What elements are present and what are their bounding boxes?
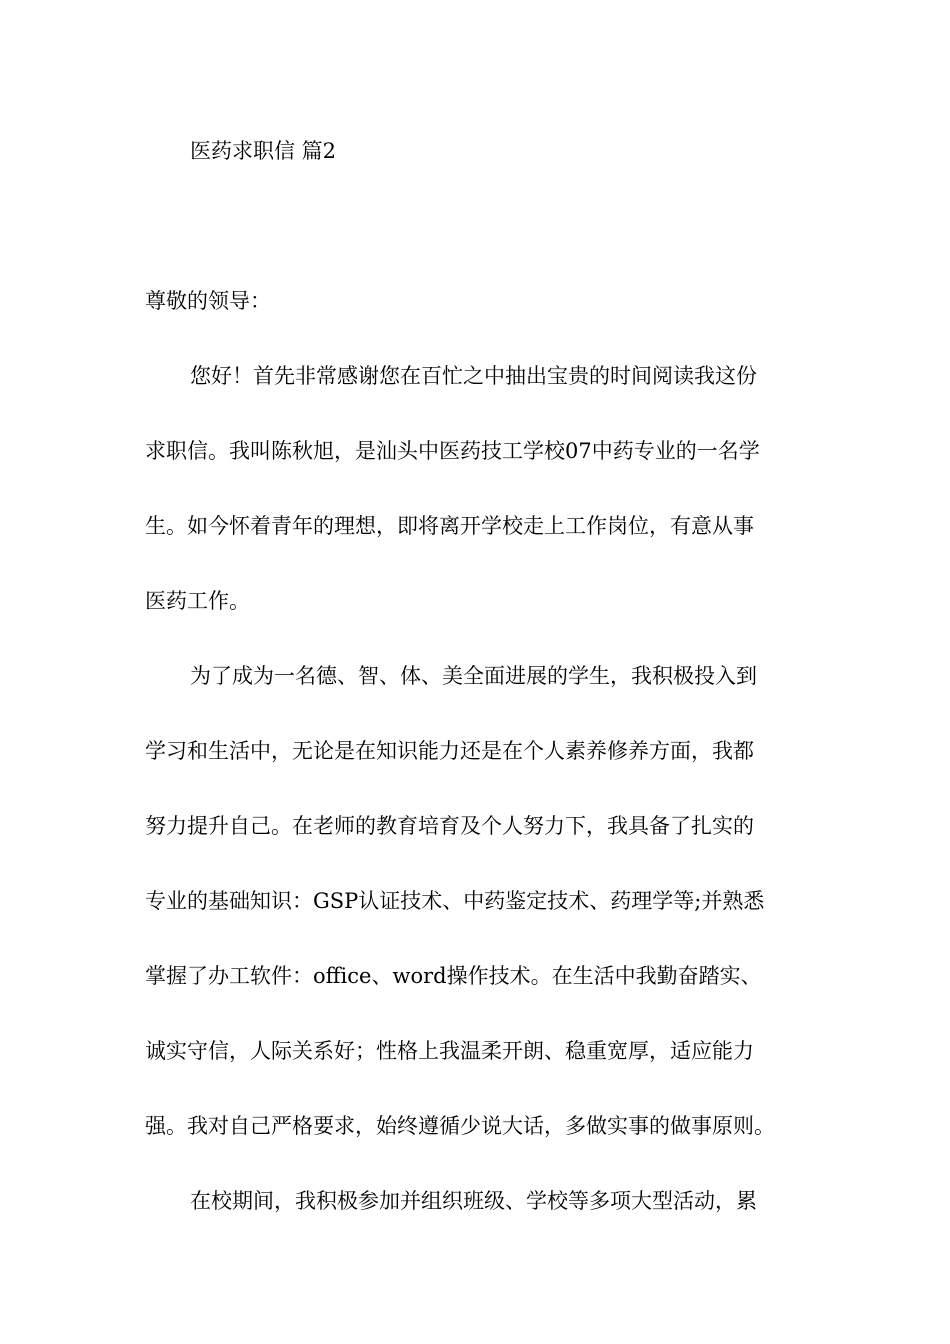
paragraph-line: 努力提升自己。在老师的教育培育及个人努力下，我具备了扎实的 — [145, 814, 754, 838]
paragraph-3 — [145, 1164, 810, 1239]
paragraph-line: 生。如今怀着青年的理想，即将离开学校走上工作岗位，有意从事 — [145, 514, 754, 538]
paragraph-line: 医药工作。 — [145, 589, 250, 613]
paragraph-line: 您好！首先非常感谢您在百忙之中抽出宝贵的时间阅读我这份 — [190, 364, 757, 388]
document-title: 医药求职信 篇2 — [190, 139, 337, 163]
paragraph-line: 诚实守信，人际关系好；性格上我温柔开朗、稳重宽厚，适应能力 — [145, 1039, 754, 1063]
paragraph-line: 学习和生活中，无论是在知识能力还是在个人素养修养方面，我都 — [145, 739, 754, 763]
paragraph-line: 掌握了办工软件：office、word操作技术。在生活中我勤奋踏实、 — [145, 964, 762, 988]
salutation: 尊敬的领导： — [145, 289, 271, 313]
paragraph-line: 求职信。我叫陈秋旭，是汕头中医药技工学校07中药专业的一名学 — [145, 439, 760, 463]
paragraph-line: 为了成为一名德、智、体、美全面进展的学生，我积极投入到 — [190, 664, 757, 688]
paragraph-line: 强。我对自己严格要求，始终遵循少说大话，多做实事的做事原则。 — [145, 1114, 775, 1138]
paragraph-2 — [145, 639, 810, 1164]
paragraph-line: 在校期间，我积极参加并组织班级、学校等多项大型活动，累 — [190, 1189, 757, 1213]
paragraph-line: 专业的基础知识：GSP认证技术、中药鉴定技术、药理学等;并熟悉 — [145, 889, 765, 913]
paragraph-1 — [145, 339, 810, 639]
